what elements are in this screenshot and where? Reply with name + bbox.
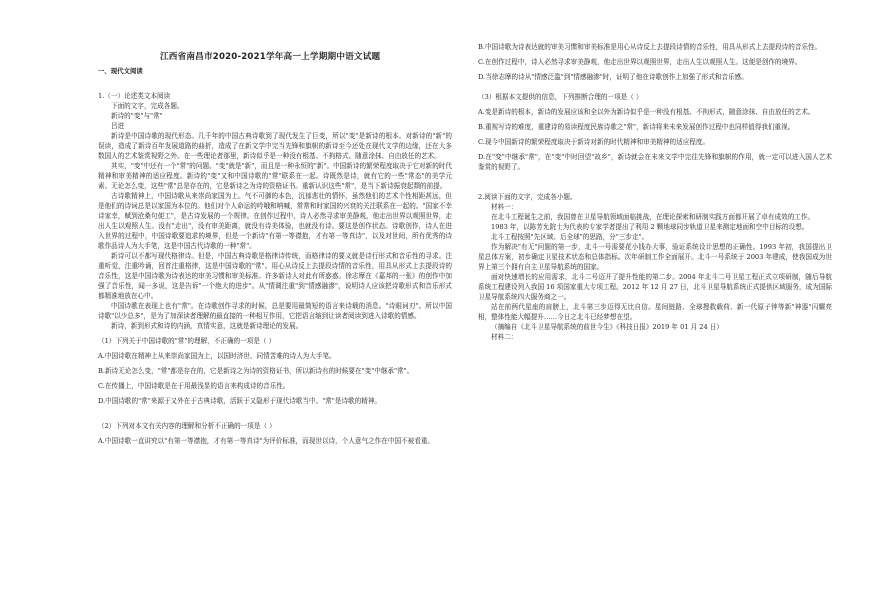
option-c: C.在传播上，中国诗歌是在于用最浅显的语言来构成诗的音乐性。 (98, 382, 290, 390)
question-1-instruction: 下面的文字，完成各题。 (111, 102, 184, 110)
option-d: D.当徐志摩的诗从"情感泛滥"到"情感融渗"时，证明了他在诗歌创作上加强了形式和音乐感。 (478, 73, 748, 81)
material-1-label: 材料一： (491, 203, 518, 211)
left-column (98, 66, 452, 446)
material-paragraph: 北斗工程按照"先区域、后全球"的思路，分"三步走"。 (491, 233, 649, 241)
essay-paragraph: 古诗歌精神上，中国诗歌从来崇尚家国为上。气不可御的本色，沉郁悲壮的情怀，虽然他们的艺术个性相距甚远，但是他们的诗词总是以家国为本位的。他们对个人命运的吟哦和呐喊，常常和时家国的兴衰的关注联系在一起的。"国家不幸诗家幸，赋到沧桑句便工"，是古诗发展的一个规律。在创作过程中，诗人必然寻求审美静观，他走出世界以观照世界，走出人生以观照人生。没有"走出"，没有审美距离，就没有诗美体验，也就没有诗。要这是创作状态。诗歌创作，诗人在进入世界的过程中，中国诗歌要追求的境界，但是一个新诗"有第一等襟抱，才有第一等真诗"，以及对世间，所有优秀的诗歌作品诗人为大手笔，这是中国古代诗歌的一种"常"。 (98, 192, 452, 250)
option-b: B.中国诗歌为诗表达就的审美习惯和审美标准是用心从诗反上去提段诗情的音乐性，用具从形式上去提段诗的音乐性。 (478, 43, 822, 51)
material-paragraph: 面对快速增长的应用需求，北斗二号迈开了提升性能的第二步。2004 年北斗二号卫星工程正式立项研制，随后导航系统工程建设列入我国 16 项国家重大专项工程。2012 年 12 月 27 日，北斗卫星导航系统正式提供区域服务，成为国际卫星导航系统四大服务商之一。 (478, 273, 832, 301)
sub-question-1: （1）下列关于中国诗歌的"常"的理解，不正确的一项是（ ） (98, 337, 276, 345)
material-paragraph: 1983 年，以陈芳允院士为代表的专家学者提出了利用 2 颗地球同步轨道卫星来测定地面和空中目标的设想。 (491, 223, 809, 231)
option-c: C.现今中国新诗的繁荣程度取决于新诗对新的时代精神和审美精神的适应程度。 (478, 138, 710, 146)
option-a: A.变是新诗的根本，新诗的发展应该和全以外为新诗似乎是一种没有根基、不拘形式，随意涂抹、自由放任的艺术。 (478, 108, 815, 116)
question-1-intro: 1.（一）论述类文本阅读 (98, 92, 171, 100)
essay-paragraph: 中国诗歌在表现上也有"常"。在诗歌创作寻求的时候，总是要用最简短的语言来诗载的消息。"诗眼词刃"。所以中国诗歌"以少总多"，是为了加深读者理解的最直接的一种相互作用，它把语言缩到让读者阅读到进入诗歌的情感。 (98, 302, 452, 320)
option-d: D.在"变"中继承"常"，在"变"中时回望"故乡"，新诗就会在未来文学中完往先锋和旗帜的作用，就一定可以进入国人艺术鉴赏的视野了。 (478, 153, 832, 171)
essay-author: 吕进 (111, 122, 125, 130)
section-heading: 一、现代文阅读 (98, 67, 143, 75)
question-2-intro: 2.阅读下面的文字，完成各小题。 (478, 193, 577, 201)
material-paragraph: 作为解决"有无"问题的第一步，北斗一号需要花小钱办大事，验证系统设计思想的正确性。1993 年初，我国提出卫星总体方案，初步确定卫星技术状态和总体指标。次年研制工作全面展开。北斗一号系统于 2003 年建成，使我国成为世界上第三个拥有自主卫星导航系统的国家。 (478, 243, 832, 271)
sub-question-2: （2）下列对本文有关内容的理解和分析不正确的一项是（ ） (98, 422, 276, 430)
material-2-label: 材料二： (491, 333, 518, 341)
essay-title: 新诗的"变"与"常" (111, 112, 163, 120)
option-b: B.重视写诗的难度，重建诗的易读程度民族诗歌之"常"，新诗将来未来发展创作过程中也同样值得我们重视。 (478, 123, 795, 131)
sub-question-3: （3）根据本文提供的信息，下列推断合理的一项是（ ） (478, 93, 643, 101)
material-paragraph: 站在前两代星座的肩膀上，北斗第三步迈得无比自信。星间链路、全球搜救载荷、新一代原子钟等新"神器"闪耀亮相，整体性能大幅提升……今日之北斗已经梦想在望。 (478, 303, 832, 321)
essay-paragraph: 新诗可以不都写现代格律诗。但是，中国古典诗歌是格律诗传统，而格律诗的要义就是诗行形式和音乐性的寻求。注重听觉，注重吟诵，回首注重格律，这是中国诗歌的"常"。用心从诗反上去提段诗情的音乐性，用具从形式上去提段诗的音乐性，这是中国诗歌为诗表达的审美习惯和审美标准。许多新诗人对此有所惑惑。徐志摩在《嘉邦的一张》的创作中加强了音乐性，闻一多说，这是告诉"一个绝大的进步"。从"情调注重"到"情感融渗"，说明诗人应该把诗歌形式和音乐形式都精准地放在心中。 (98, 252, 452, 300)
option-a: A.中国诗歌一直讲究以"有第一等襟抱，才有第一等真诗"为评价标准，而现世以诗，个人意气之作在中国不被看重。 (98, 437, 435, 445)
option-d: D.中国诗歌的"常"来源于又外在于古典诗歌，活跃于又隐形于现代诗歌当中。"常"是诗歌的精神。 (98, 397, 382, 405)
right-column (478, 42, 832, 342)
excerpt-source: （摘编自《北斗卫星导航系统的前世今生》《科技日报》2019 年 01 月 24 日） (491, 323, 723, 331)
option-a: A.中国诗歌在精神上从来崇尚家国为上，以国时济世、同情苦难的诗人为大手笔。 (98, 352, 336, 360)
essay-paragraph: 其实，"变"中还有一个"常"的问题。"变"就是"新"，而且是一种永恒的"新"。中国新诗的繁荣程度取决于它对新的时代精神和审美精神的适应程度。新诗的"变"又和中国诗歌的"常"联系在一起。诗既然是诗，就有它的一些"常态"的美学元素。无论怎么变，这些"常"总是存在的，它是新诗之为诗的资格证书。重新认识这些"常"，是当下新诗振衰起颓的前提。 (98, 162, 452, 190)
essay-paragraph: 新诗，新到形式和诗的内涵，真情实意，这就是新诗理论的发展。 (111, 322, 303, 330)
option-c: C.在创作过程中，诗人必然寻求审美静观，他走出世界以观照世界，走出人生以观照人生。这便是创作的境界。 (478, 58, 802, 66)
document-title: 江西省南昌市2020-2021学年高一上学期期中语文试题 (160, 52, 381, 62)
option-b: B.新诗无论怎么变，"常"都是存在的，它是新诗之为诗的资格证书，所以新诗有的时候要在"变"中继承"常"。 (98, 367, 414, 375)
essay-paragraph: 新诗是中国诗歌的现代形态。几千年的中国古典诗歌到了现代发生了巨变，所以"变"是新诗的根本。对新诗的"新"的误读，造成了新诗百年发展道路的曲折，造成了在新文学中完当先锋和旗帜的新诗至今还处在现代文学的边缘，还在大多数国人的艺术鉴赏视野之外。在一些理论者那里，新诗似乎是一种没有根基、不拘格式、随意涂抹、自由放任的艺术。 (98, 132, 452, 160)
material-paragraph: 在北斗工程诞生之前，我国曾在卫星导航领域面临挑战，在理论探索和研制实践方面都开展了卓有成效的工作。 (491, 213, 815, 221)
